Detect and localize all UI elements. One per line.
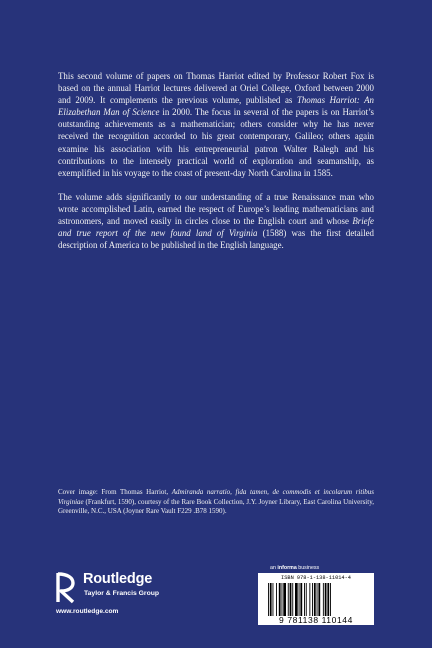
cover-image-credit [58,488,374,517]
isbn-barcode [258,573,374,625]
blurb-p2-text-b: (1588) was the first detailed description of America to be published in the English language. [58,228,374,251]
credit-paragraph [58,488,374,517]
barcode-bars-icon [268,583,364,616]
informa-brand: informa [277,565,297,571]
informa-suffix: business [296,565,320,571]
blurb-p2-book-title: Briefe and true report of the new found land of Virginia [58,216,374,239]
blurb-p2-text-a: The volume adds significantly to our understanding of a true Renaissance man who wrote accomplished Latin, earned the respect of Europe’s leading mathematicians and astronomers, and moved easily in circles close to the English court and whose [58,191,374,227]
blurb-paragraph-1 [58,70,374,179]
publisher-block [56,568,206,620]
publisher-name: Routledge [83,571,153,587]
credit-text-a: Cover image: From Thomas Harriot, [58,488,172,496]
blurb-paragraph-2 [58,191,374,251]
credit-book-title: Admiranda narratio, fida tamen, de commodis et incolarum ritibus Virginiae [58,488,374,506]
blurb-p1-text-b: in 2000. The focus in several of the papers is on Harriot’s outstanding achievements as a mathematician; others consider why he has never received the recognition accorded to his great contemporary, Galileo; others again examine his association with his entrepreneurial patron Walter Ralegh and his contributions to the intensely practical world of exploration and seamanship, as exemplified in his voyage to the coast of present-day North Carolina in 1585. [58,107,374,178]
credit-text-b: (Frankfurt, 1590), courtesy of the Rare Book Collection, J.Y. Joyner Library, East Carolina University, Greenville, N.C., USA (Joyner Rare Vault F229 .B78 1590). [58,497,374,516]
informa-prefix: an [270,565,278,571]
blurb-p1-book-title: Thomas Harriot: An Elizabethan Man of Science [58,95,374,118]
blurb-p1-text-a: This second volume of papers on Thomas Harriot edited by Professor Robert Fox is based on the annual Harriot lectures delivered at Oriel College, Oxford between 2000 and 2009. It complements the previous volume, published as [58,71,374,106]
informa-tagline [270,565,319,571]
barcode-digits: 9 781138 110144 [279,615,353,625]
back-cover-blurb [58,70,374,263]
routledge-logo-icon [56,570,78,604]
publisher-group: Taylor & Francis Group [84,590,160,597]
isbn-line: ISBN 978-1-138-11014-4 [281,575,351,581]
publisher-url[interactable]: www.routledge.com [56,608,119,615]
